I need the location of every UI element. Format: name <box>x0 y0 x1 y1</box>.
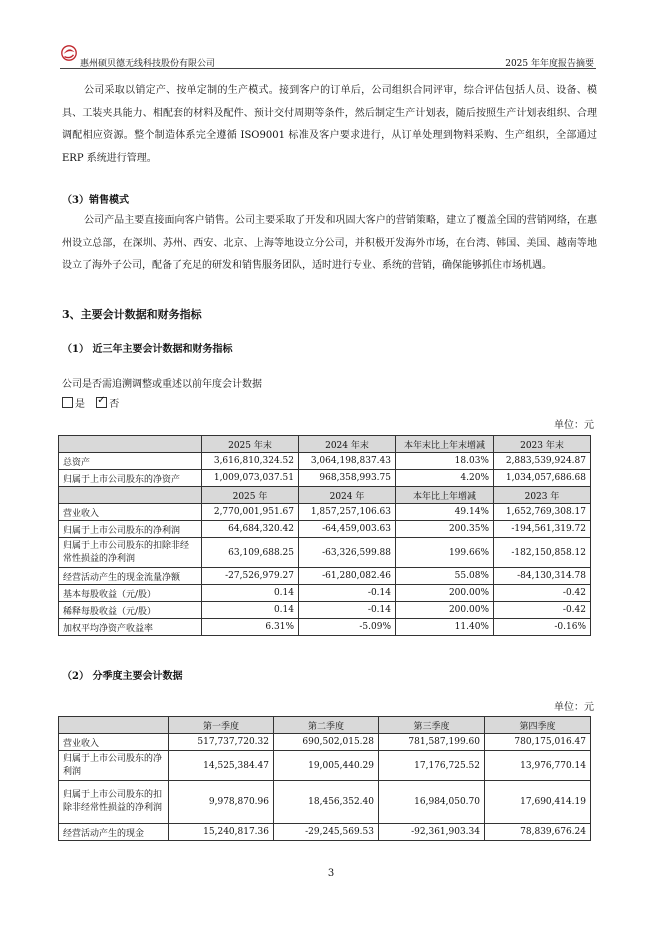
table-row <box>59 568 591 585</box>
column-header: 第一季度 <box>169 717 274 734</box>
table-row <box>59 521 591 538</box>
sales-mode-paragraph: 公司产品主要直接面向客户销售。公司主要采取了开发和巩固大客户的营销策略，建立了覆盖全国的营销网络，在惠州设立总部，在深圳、苏州、西安、北京、上海等地设立分公司，并积极开发海外市场，在台湾、韩国、美国、越南等地设立了海外子公司，配备了充足的研发和销售服务团队，适时进行专业、系统的营销，确保能够抓住市场机遇。 <box>62 215 597 272</box>
row-label: 经营活动产生的现金 <box>59 824 169 841</box>
row-label: 归属于上市公司股东的扣除非经常性损益的净利润 <box>59 538 202 568</box>
quarterly-financial-table <box>58 716 591 841</box>
table-cell: 18,456,352.40 <box>274 781 379 824</box>
column-header: 2024 年 <box>299 487 396 504</box>
table-row <box>59 781 591 824</box>
table-cell: 1,034,057,686.68 <box>494 470 591 487</box>
row-label: 总资产 <box>59 453 202 470</box>
table-cell: -64,459,003.63 <box>299 521 396 538</box>
table-cell: -0.14 <box>299 585 396 602</box>
table-cell: 14,525,384.47 <box>169 751 274 781</box>
table-cell: -194,561,319.72 <box>494 521 591 538</box>
company-logo-icon <box>60 44 78 62</box>
table-row <box>59 751 591 781</box>
table-row <box>59 538 591 568</box>
page-number: 3 <box>327 868 335 879</box>
table-cell: 1,652,769,308.17 <box>494 504 591 521</box>
row-label: 营业收入 <box>59 734 169 751</box>
table-cell: 199.66% <box>396 538 494 568</box>
table-row <box>59 734 591 751</box>
row-label: 基本每股收益（元/股） <box>59 585 202 602</box>
restate-options <box>62 395 119 410</box>
restate-yes-label: 是 <box>75 399 85 410</box>
production-mode-paragraph: 公司采取以销定产、按单定制的生产模式。接到客户的订单后，公司组织合同评审，综合评估包括人员、设备、模具、工装夹具能力、相配套的材料及配件、预计交付周期等条件，然后制定生产计划表，随后按照生产计划表组织、合理调配相应资源。整个制造体系完全遵循 ISO9001 标准及客户要求进行，从订单处理到物料采购、生产组织，全部通过 ERP 系统进行管理。 <box>62 85 597 164</box>
table-cell: 1,009,073,037.51 <box>202 470 299 487</box>
table-cell: 17,176,725.52 <box>379 751 485 781</box>
table-cell: -0.14 <box>299 602 396 619</box>
table-cell: 0.14 <box>202 585 299 602</box>
table-cell: 19,005,440.29 <box>274 751 379 781</box>
table-row <box>59 453 591 470</box>
header-corner-cell <box>59 487 202 504</box>
table-cell: 18.03% <box>396 453 494 470</box>
table-cell: 6.31% <box>202 619 299 636</box>
table-header-row <box>59 487 591 504</box>
table-cell: -84,130,314.78 <box>494 568 591 585</box>
column-header: 2024 年末 <box>299 436 396 453</box>
column-header: 第二季度 <box>274 717 379 734</box>
table-row <box>59 602 591 619</box>
row-label: 稀释每股收益（元/股） <box>59 602 202 619</box>
row-label: 归属于上市公司股东的净利润 <box>59 521 202 538</box>
table-row <box>59 504 591 521</box>
table-cell: 64,684,320.42 <box>202 521 299 538</box>
column-header: 2025 年 <box>202 487 299 504</box>
table-cell: 55.08% <box>396 568 494 585</box>
table-row <box>59 470 591 487</box>
table-cell: 781,587,199.60 <box>379 734 485 751</box>
page-header <box>60 44 596 69</box>
company-name: 惠州硕贝德无线科技股份有限公司 <box>80 59 216 69</box>
table-cell: 11.40% <box>396 619 494 636</box>
row-label: 归属于上市公司股东的净资产 <box>59 470 202 487</box>
restate-no-label: 否 <box>109 399 120 410</box>
restate-question: 公司是否需追溯调整或重述以前年度会计数据 <box>62 379 262 390</box>
table-cell: 78,839,676.24 <box>485 824 591 841</box>
table-cell: -61,280,082.46 <box>299 568 396 585</box>
table-cell: -63,326,599.88 <box>299 538 396 568</box>
table-cell: 4.20% <box>396 470 494 487</box>
column-header: 2025 年末 <box>202 436 299 453</box>
table-cell: 3,616,810,324.52 <box>202 453 299 470</box>
table-cell: 0.14 <box>202 602 299 619</box>
table-cell: -27,526,979.27 <box>202 568 299 585</box>
report-title: 2025 年年度报告摘要 <box>505 59 594 69</box>
row-label: 经营活动产生的现金流量净额 <box>59 568 202 585</box>
table-cell: 3,064,198,837.43 <box>299 453 396 470</box>
table-cell: 2,883,539,924.87 <box>494 453 591 470</box>
table-cell: 2,770,001,951.67 <box>202 504 299 521</box>
section-3-heading: 3、主要会计数据和财务指标 <box>62 308 202 321</box>
table-cell: 780,175,016.47 <box>485 734 591 751</box>
column-header: 本年末比上年末增减 <box>396 436 494 453</box>
table-header-row <box>59 717 591 734</box>
table-row <box>59 585 591 602</box>
column-header: 本年比上年增减 <box>396 487 494 504</box>
row-label: 归属于上市公司股东的扣除非经常性损益的净利润 <box>59 781 169 824</box>
unit-label-2: 单位：元 <box>554 702 594 713</box>
row-label: 营业收入 <box>59 504 202 521</box>
unit-label: 单位：元 <box>554 420 594 431</box>
table-cell: -0.42 <box>494 585 591 602</box>
table-cell: 9,978,870.96 <box>169 781 274 824</box>
table-cell: 200.00% <box>396 602 494 619</box>
table-cell: 517,737,720.32 <box>169 734 274 751</box>
table-cell: 13,976,770.14 <box>485 751 591 781</box>
table-cell: -0.16% <box>494 619 591 636</box>
table-cell: 968,358,993.75 <box>299 470 396 487</box>
annual-financial-table <box>58 435 591 636</box>
table-cell: -92,361,903.34 <box>379 824 485 841</box>
row-label: 加权平均净资产收益率 <box>59 619 202 636</box>
table-cell: -0.42 <box>494 602 591 619</box>
table-cell: -182,150,858.12 <box>494 538 591 568</box>
table-cell: 15,240,817.36 <box>169 824 274 841</box>
column-header: 第三季度 <box>379 717 485 734</box>
table-cell: -5.09% <box>299 619 396 636</box>
header-corner-cell <box>59 717 169 734</box>
table-cell: 690,502,015.28 <box>274 734 379 751</box>
sales-mode-heading: （3）销售模式 <box>62 195 129 206</box>
column-header: 第四季度 <box>485 717 591 734</box>
restate-no-checkbox[interactable] <box>96 397 107 408</box>
table-cell: 200.35% <box>396 521 494 538</box>
table-cell: 200.00% <box>396 585 494 602</box>
table-header-row <box>59 436 591 453</box>
table-cell: -29,245,569.53 <box>274 824 379 841</box>
table-cell: 49.14% <box>396 504 494 521</box>
sub-1-heading: （1） 近三年主要会计数据和财务指标 <box>62 344 233 355</box>
table-cell: 16,984,050.70 <box>379 781 485 824</box>
header-corner-cell <box>59 436 202 453</box>
table-cell: 17,690,414.19 <box>485 781 591 824</box>
table-cell: 63,109,688.25 <box>202 538 299 568</box>
table-row <box>59 619 591 636</box>
table-cell: 1,857,257,106.63 <box>299 504 396 521</box>
restate-yes-checkbox[interactable] <box>62 397 73 408</box>
table-row <box>59 824 591 841</box>
column-header: 2023 年 <box>494 487 591 504</box>
column-header: 2023 年末 <box>494 436 591 453</box>
row-label: 归属于上市公司股东的净利润 <box>59 751 169 781</box>
sub-2-heading: （2） 分季度主要会计数据 <box>62 671 183 682</box>
